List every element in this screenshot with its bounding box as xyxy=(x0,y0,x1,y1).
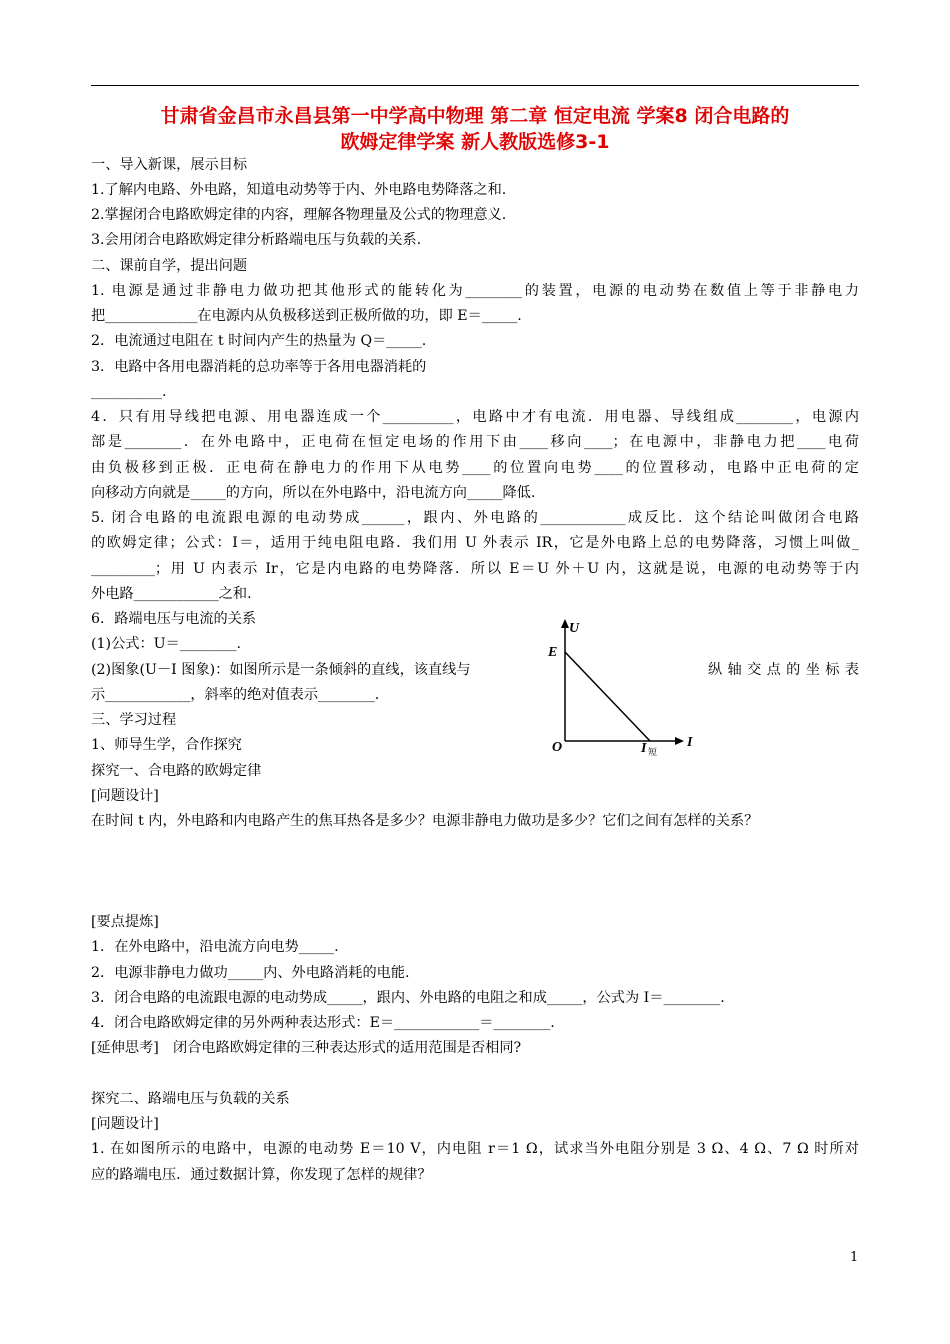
text-line: __________. xyxy=(91,384,167,400)
text-line: [要点提炼] xyxy=(91,914,159,930)
text-line: [问题设计] xyxy=(91,1116,159,1132)
text-line: 2．电流通过电阻在 t 时间内产生的热量为 Q＝_____. xyxy=(91,333,427,349)
text-line: 1. 电源是通过非静电力做功把其他形式的能转化为________的装置，电源的电动势在数值上等于非静电力 xyxy=(91,283,859,299)
text-line: 5. 闭合电路的电流跟电源的电动势成______，跟内、外电路的____________成反比．这个结论叫做闭合电路 xyxy=(91,510,859,526)
text-line: 外电路____________之和. xyxy=(91,586,252,602)
text-line: [延伸思考] 闭合电路欧姆定律的三种表达形式的适用范围是否相同? xyxy=(91,1040,522,1056)
text-line: 1.了解内电路、外电路，知道电动势等于内、外电路电势降落之和. xyxy=(91,182,507,198)
text-line: 把_____________在电源内从负极移送到正极所做的功，即 E＝_____. xyxy=(91,308,522,324)
text-line: [问题设计] xyxy=(91,788,159,804)
text-line: 的欧姆定律；公式：I＝，适用于纯电阻电路．我们用 U 外表示 IR，它是外电路上总的电势降落，习惯上叫做_ xyxy=(91,535,859,551)
text-line: 3.会用闭合电路欧姆定律分析路端电压与负载的关系. xyxy=(91,232,422,248)
doc-title-line-1: 甘肃省金昌市永昌县第一中学高中物理 第二章 恒定电流 学案8 闭合电路的 xyxy=(160,105,790,127)
text-line: 4．闭合电路欧姆定律的另外两种表达形式：E＝____________＝________. xyxy=(91,1015,555,1031)
text-line: 6．路端电压与电流的关系 xyxy=(91,611,257,627)
section-heading: 二、课前自学，提出问题 xyxy=(91,258,248,274)
short-circuit-label: I xyxy=(641,741,647,756)
short-circuit-subscript: 短 xyxy=(648,748,658,758)
page-number: 1 xyxy=(850,1250,859,1265)
text-line: 示____________，斜率的绝对值表示________. xyxy=(91,687,380,703)
text-line: 3．电路中各用电器消耗的总功率等于各用电器消耗的 xyxy=(91,359,427,375)
text-line: 4．只有用导线把电源、用电器连成一个__________，电路中才有电流．用电器、导线组成________，电源内 xyxy=(91,409,859,425)
section-heading: 一、导入新课，展示目标 xyxy=(91,157,248,173)
origin-label: O xyxy=(552,740,563,755)
doc-title-line-2: 欧姆定律学案 新人教版选修3-1 xyxy=(340,131,610,153)
x-axis-arrow-icon xyxy=(675,737,684,745)
header-rule xyxy=(91,85,859,86)
section-heading: 三、学习过程 xyxy=(91,712,177,728)
text-line: 由负极移到正极．正电荷在静电力的作用下从电势____的位置向电势____的位置移动，电路中正电荷的定 xyxy=(91,460,859,476)
text-line: 2.掌握闭合电路欧姆定律的内容，理解各物理量及公式的物理意义. xyxy=(91,207,507,223)
text-line: 向移动方向就是_____的方向，所以在外电路中，沿电流方向_____降低. xyxy=(91,485,536,501)
text-line: 2．电源非静电力做功_____内、外电路消耗的电能. xyxy=(91,965,410,981)
u-i-line xyxy=(565,652,650,741)
text-line: (1)公式：U＝________. xyxy=(91,636,242,652)
y-axis-label: U xyxy=(569,621,580,636)
intercept-label: E xyxy=(548,645,558,660)
x-axis-label: I xyxy=(687,735,693,750)
text-line: 部是________．在外电路中，正电荷在恒定电场的作用下由____移向____；在电源中，非静电力把____电荷 xyxy=(91,434,859,450)
text-line: 1．在外电路中，沿电流方向电势_____. xyxy=(91,939,339,955)
text-line: 在时间 t 内，外电路和内电路产生的焦耳热各是多少？电源非静电力做功是多少？它们之间有怎样的关系？ xyxy=(91,813,759,829)
text-line: 1、师导生学，合作探究 xyxy=(91,737,242,753)
text-line: (2)图象(U－I 图象)：如图所示是一条倾斜的直线，该直线与 xyxy=(91,662,471,678)
text-line: 3．闭合电路的电流跟电源的电动势成_____，跟内、外电路的电阻之和成_____，公式为 I＝________. xyxy=(91,990,725,1006)
text-line: 应的路端电压．通过数据计算，你发现了怎样的规律？ xyxy=(91,1167,432,1183)
u-i-graph xyxy=(544,618,704,763)
section-heading: 探究二、路端电压与负载的关系 xyxy=(91,1091,290,1107)
text-line: 探究一、合电路的欧姆定律 xyxy=(91,763,262,779)
y-axis-arrow-icon xyxy=(561,619,569,628)
text-line: 1. 在如图所示的电路中，电源的电动势 E＝10 V，内电阻 r＝1 Ω，试求当外电阻分别是 3 Ω、4 Ω、7 Ω 时所对 xyxy=(91,1141,859,1157)
text-line: _________；用 U 内表示 Ir，它是内电路的电势降落．所以 E＝U 外＋U 内，这就是说，电源的电动势等于内 xyxy=(91,561,859,577)
text-line-right: 纵轴交点的坐标表 xyxy=(708,662,859,678)
